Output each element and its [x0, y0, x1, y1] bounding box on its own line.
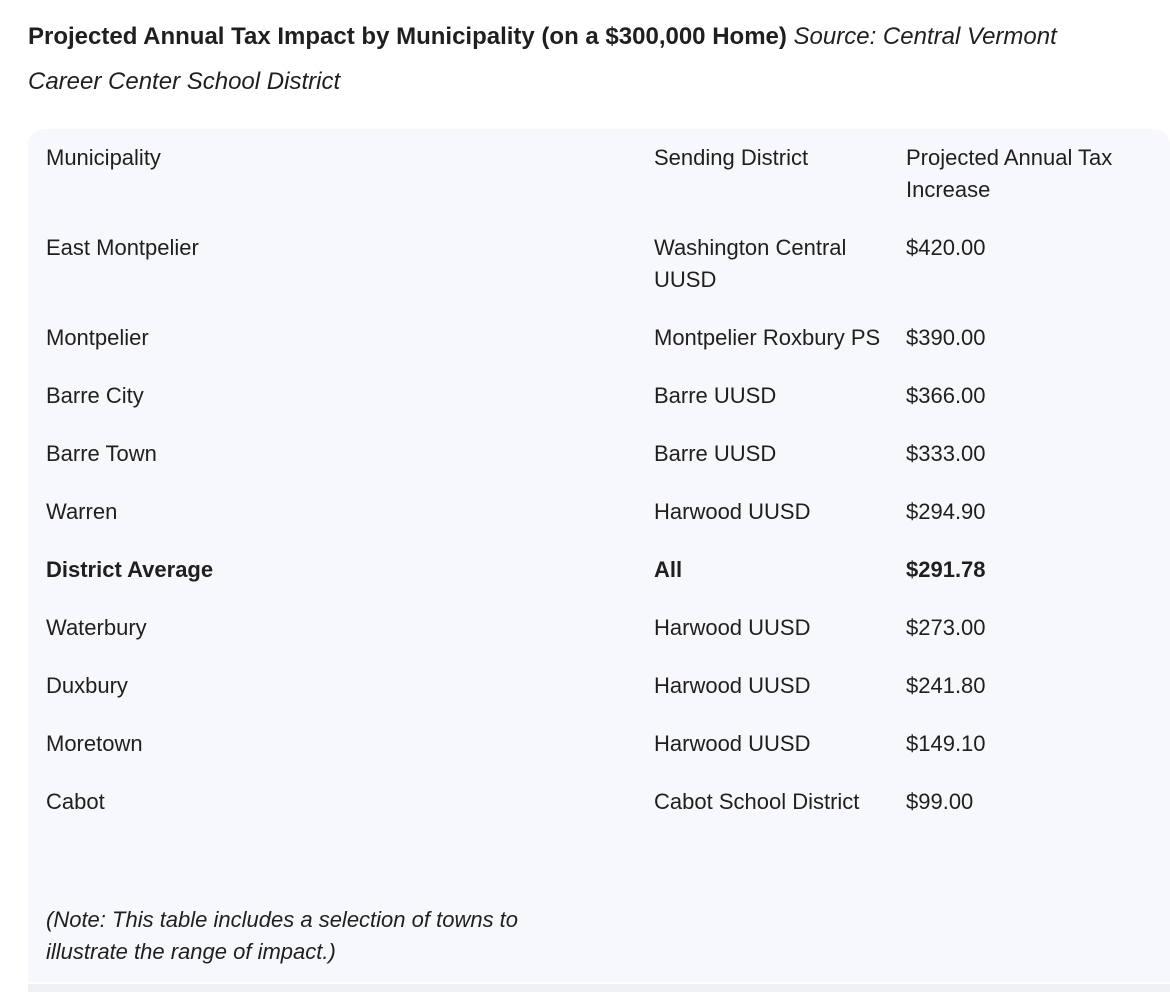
tax-increase-cell: $294.90 [906, 499, 986, 524]
sending-district-cell: Harwood UUSD [654, 499, 811, 524]
table-row [46, 496, 1146, 554]
card-bottom-edge [28, 984, 1170, 992]
municipality-cell: Moretown [46, 731, 143, 756]
sending-district-cell: Barre UUSD [654, 441, 777, 466]
sending-district-cell: Barre UUSD [654, 383, 777, 408]
table-row [46, 728, 1146, 786]
tax-increase-cell: $241.80 [906, 673, 986, 698]
tax-increase-cell: $99.00 [906, 789, 974, 814]
table-source: Source: Central Vermont Career Center School District [28, 23, 1057, 95]
tax-increase-cell: $333.00 [906, 441, 986, 466]
tax-increase-cell: $420.00 [906, 235, 986, 260]
tax-increase-cell: $366.00 [906, 383, 986, 408]
municipality-cell: Waterbury [46, 615, 147, 640]
sending-district-cell: Washington Central UUSD [654, 235, 847, 292]
municipality-cell: Barre Town [46, 441, 157, 466]
table-row [46, 612, 1146, 670]
table-row [46, 232, 1146, 322]
district-average-row [46, 554, 1146, 612]
table-caption [28, 14, 1128, 104]
tax-increase-cell: $291.78 [906, 557, 986, 582]
table-row [46, 380, 1146, 438]
table-row [46, 786, 1146, 844]
table-row [46, 322, 1146, 380]
sending-district-cell: Harwood UUSD [654, 731, 811, 756]
table-row [46, 438, 1146, 496]
column-header-sending-district: Sending District [654, 145, 809, 170]
table-title: Projected Annual Tax Impact by Municipality (on a $300,000 Home) [28, 23, 787, 50]
column-header-municipality: Municipality [46, 145, 161, 170]
sending-district-cell: All [654, 557, 683, 582]
municipality-cell: East Montpelier [46, 235, 199, 260]
municipality-cell: Duxbury [46, 673, 128, 698]
table-row [46, 670, 1146, 728]
tax-increase-cell: $149.10 [906, 731, 986, 756]
sending-district-cell: Montpelier Roxbury PS [654, 325, 881, 350]
tax-increase-cell: $390.00 [906, 325, 986, 350]
municipality-cell: Barre City [46, 383, 144, 408]
column-header-tax-increase: Projected Annual Tax Increase [906, 145, 1113, 202]
sending-district-cell: Cabot School District [654, 789, 860, 814]
municipality-cell: Montpelier [46, 325, 149, 350]
municipality-cell: Cabot [46, 789, 105, 814]
municipality-cell: Warren [46, 499, 118, 524]
tax-increase-cell: $273.00 [906, 615, 986, 640]
tax-impact-table-card [28, 129, 1170, 982]
sending-district-cell: Harwood UUSD [654, 615, 811, 640]
table-note: (Note: This table includes a selection of towns to illustrate the range of impact.) [46, 907, 519, 964]
municipality-cell: District Average [46, 557, 214, 582]
sending-district-cell: Harwood UUSD [654, 673, 811, 698]
table-header-row [46, 142, 1146, 232]
tax-impact-table [46, 142, 1146, 844]
